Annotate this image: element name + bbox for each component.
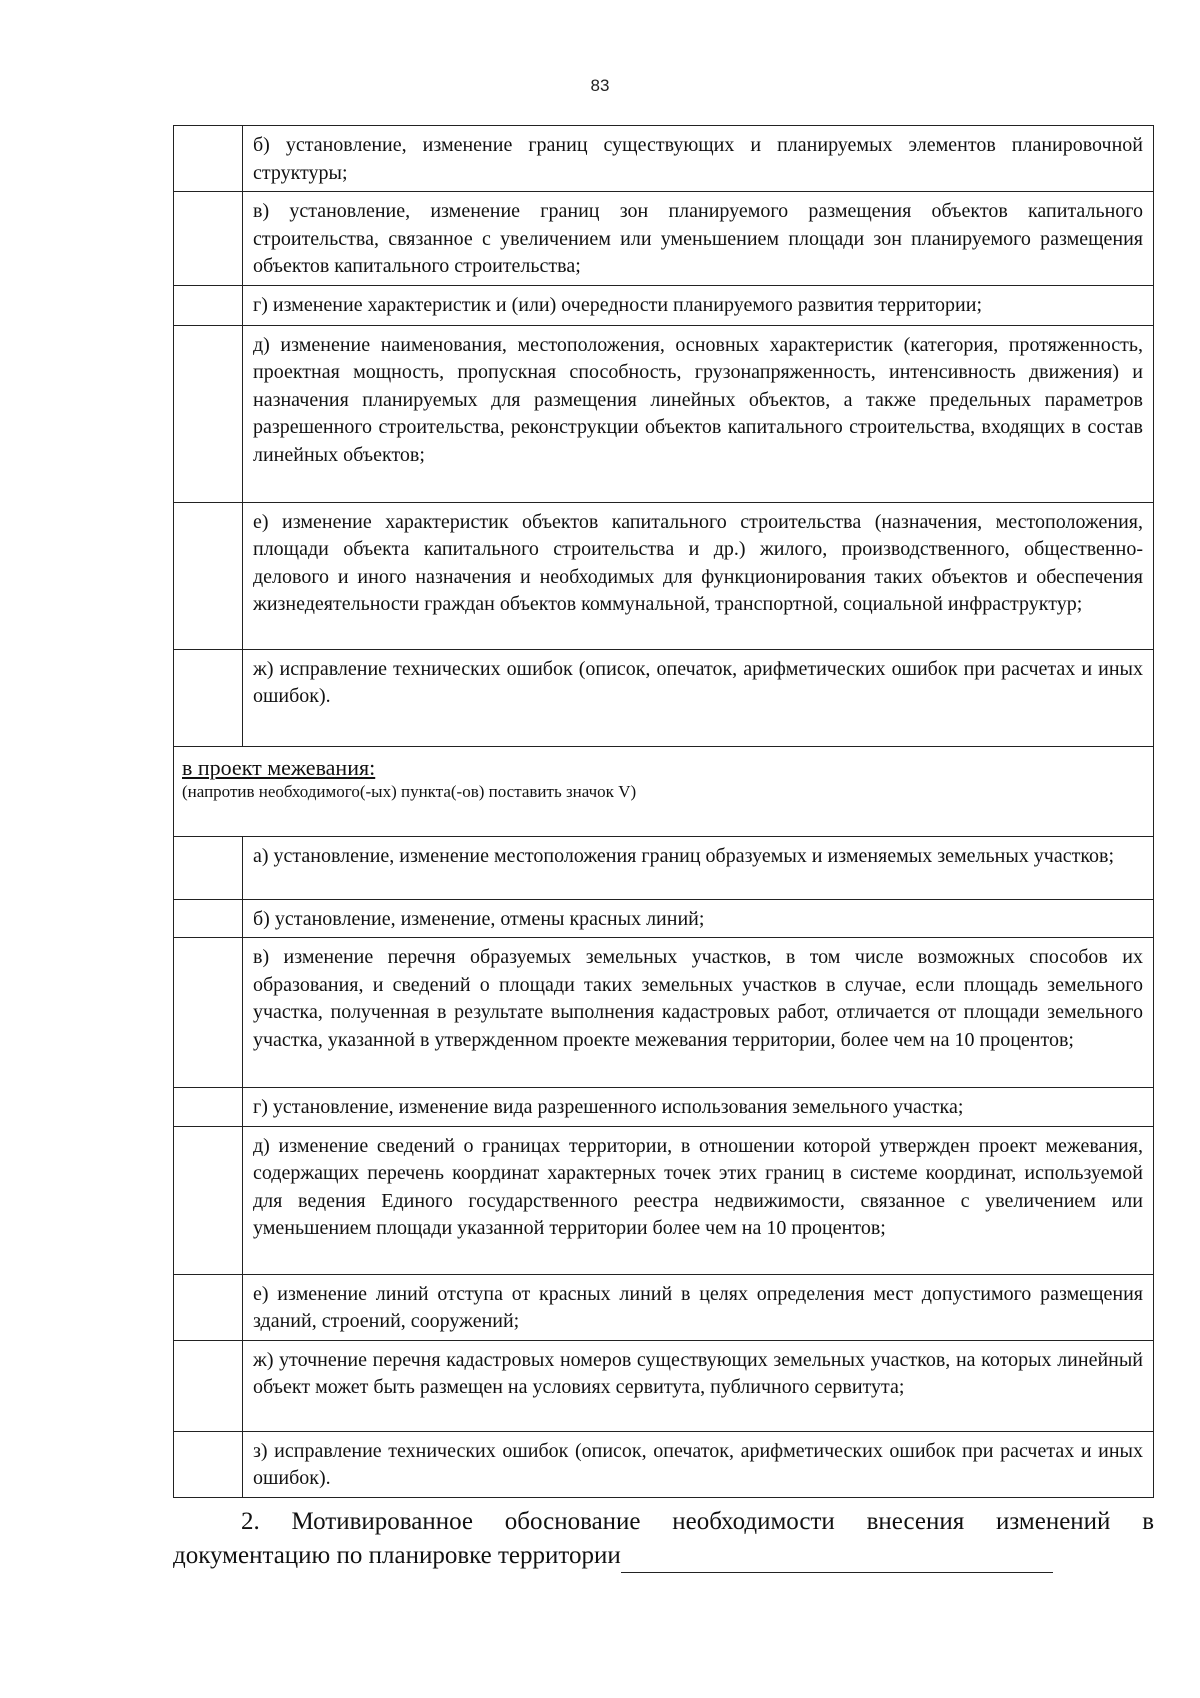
survey-item-text: б) установление, изменение, отмены красных линий; — [243, 899, 1154, 938]
planning-row — [174, 325, 1154, 502]
planning-item-text: г) изменение характеристик и (или) очередности планируемого развития территории; — [243, 285, 1154, 325]
survey-checkbox-cell[interactable] — [174, 836, 243, 899]
survey-checkbox-cell[interactable] — [174, 899, 243, 938]
survey-row — [174, 1431, 1154, 1497]
survey-checkbox-cell[interactable] — [174, 1088, 243, 1127]
survey-section-note: (напротив необходимого(-ых) пункта(-ов) поставить значок V) — [182, 781, 637, 801]
survey-checkbox-cell[interactable] — [174, 1126, 243, 1274]
page-number: 83 — [590, 76, 610, 95]
survey-item-text: е) изменение линий отступа от красных линий в целях определения мест допустимого размещения зданий, строений, сооружений; — [243, 1274, 1154, 1340]
survey-section-header — [174, 746, 1154, 836]
planning-checkbox-cell[interactable] — [174, 285, 243, 325]
survey-checkbox-cell[interactable] — [174, 1340, 243, 1431]
survey-item-text: д) изменение сведений о границах территории, в отношении которой утвержден проект межевания, содержащих перечень координат характерных точек этих границ в системе координат, используемой для ведения Единого государственного реестра недвижимости, связанное с увеличением или уменьшением площади указанной территории более чем на 10 процентов; — [243, 1126, 1154, 1274]
planning-checkbox-cell[interactable] — [174, 649, 243, 746]
survey-checkbox-cell[interactable] — [174, 1274, 243, 1340]
survey-item-text: з) исправление технических ошибок (описок, опечаток, арифметических ошибок при расчетах и иных ошибок). — [243, 1431, 1154, 1497]
survey-item-text: ж) уточнение перечня кадастровых номеров существующих земельных участков, на которых линейный объект может быть размещен на условиях сервитута, публичного сервитута; — [243, 1340, 1154, 1431]
planning-project-rows — [174, 126, 1154, 747]
planning-checkbox-cell[interactable] — [174, 192, 243, 286]
closing-paragraph — [173, 1505, 1154, 1573]
planning-row — [174, 192, 1154, 286]
survey-row — [174, 938, 1154, 1088]
survey-section-row — [174, 746, 1154, 836]
closing-paragraph-text: 2. Мотивированное обоснование необходимости внесения изменений в документацию по планировке территории — [173, 1508, 1154, 1569]
survey-item-text: в) изменение перечня образуемых земельных участков, в том числе возможных способов их образования, и сведений о площади таких земельных участков в случае, если площадь земельного участка, полученная в результате выполнения кадастровых работ, отличается от площади земельного участка, указанной в утвержденном проекте межевания территории, более чем на 10 процентов; — [243, 938, 1154, 1088]
justification-blank-line[interactable] — [621, 1546, 1053, 1573]
survey-section-cell — [174, 746, 1154, 836]
planning-row — [174, 285, 1154, 325]
planning-row — [174, 126, 1154, 192]
planning-checkbox-cell[interactable] — [174, 502, 243, 649]
survey-row — [174, 836, 1154, 899]
survey-item-text: а) установление, изменение местоположения границ образуемых и изменяемых земельных участков; — [243, 836, 1154, 899]
survey-checkbox-cell[interactable] — [174, 938, 243, 1088]
survey-row — [174, 1274, 1154, 1340]
survey-item-text: г) установление, изменение вида разрешенного использования земельного участка; — [243, 1088, 1154, 1127]
survey-row — [174, 899, 1154, 938]
survey-checkbox-cell[interactable] — [174, 1431, 243, 1497]
survey-project-rows — [174, 836, 1154, 1497]
planning-item-text: б) установление, изменение границ существующих и планируемых элементов планировочной структуры; — [243, 126, 1154, 192]
planning-item-text: е) изменение характеристик объектов капитального строительства (назначения, местоположения, площади объекта капитального строительства и др.) жилого, производственного, общественно-делового и иного назначения и необходимых для функционирования таких объектов и обеспечения жизнедеятельности граждан объектов коммунальной, транспортной, социальной инфраструктур; — [243, 502, 1154, 649]
planning-item-text: д) изменение наименования, местоположения, основных характеристик (категория, протяженность, проектная мощность, пропускная способность, грузонапряженность, интенсивность движения) и назначения планируемых для размещения линейных объектов, а также предельных параметров разрешенного строительства, реконструкции объектов капитального строительства, входящих в состав линейных объектов; — [243, 325, 1154, 502]
planning-row — [174, 502, 1154, 649]
planning-item-text: в) установление, изменение границ зон планируемого размещения объектов капитального строительства, связанное с увеличением или уменьшением площади зон планируемого размещения объектов капитального строительства; — [243, 192, 1154, 286]
amendment-checklist-table — [173, 125, 1154, 1498]
planning-item-text: ж) исправление технических ошибок (описок, опечаток, арифметических ошибок при расчетах и иных ошибок). — [243, 649, 1154, 746]
survey-section-title: в проект межевания: — [182, 754, 376, 780]
planning-checkbox-cell[interactable] — [174, 325, 243, 502]
planning-checkbox-cell[interactable] — [174, 126, 243, 192]
survey-row — [174, 1126, 1154, 1274]
survey-row — [174, 1340, 1154, 1431]
planning-row — [174, 649, 1154, 746]
survey-row — [174, 1088, 1154, 1127]
